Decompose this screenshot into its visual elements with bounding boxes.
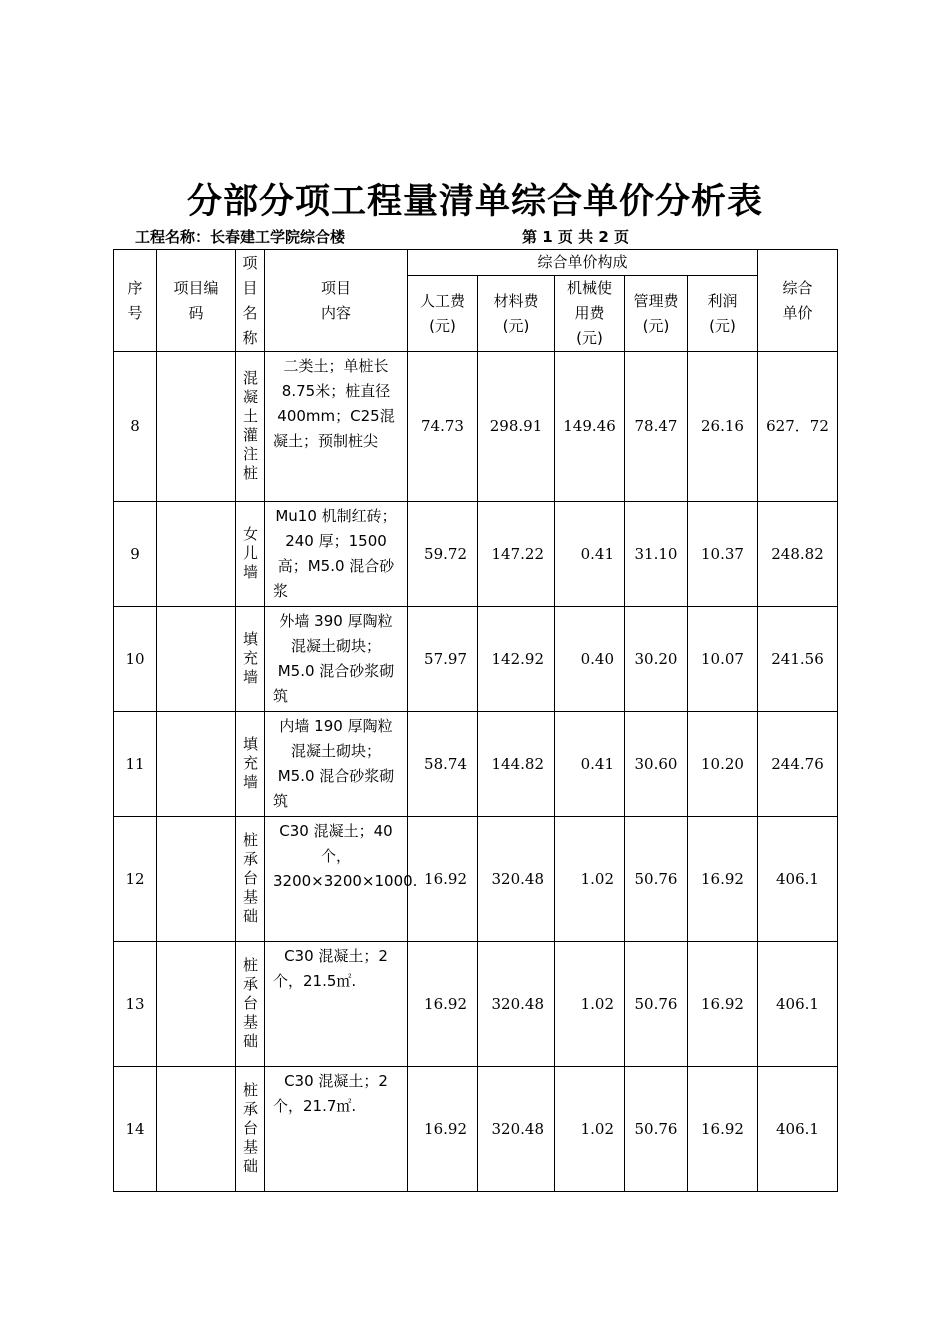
cell-profit: 16.92 <box>688 1067 758 1192</box>
cell-seq: 8 <box>114 352 157 502</box>
cell-code <box>157 942 236 1067</box>
cell-material: 320.48 <box>478 817 555 942</box>
cell-name: 填充墙 <box>236 607 265 712</box>
header-machine: 机械使用费(元) <box>555 276 625 352</box>
cell-machine: 1.02 <box>555 942 625 1067</box>
cell-unit-price: 244.76 <box>758 712 838 817</box>
cell-content: C30 混凝土；40 个，3200×3200×1000. <box>265 817 408 942</box>
cell-machine: 0.41 <box>555 712 625 817</box>
cell-machine: 0.41 <box>555 502 625 607</box>
cell-profit: 10.37 <box>688 502 758 607</box>
cell-profit: 26.16 <box>688 352 758 502</box>
cell-labor: 59.72 <box>408 502 478 607</box>
cell-name: 桩承台基础 <box>236 1067 265 1192</box>
cell-seq: 11 <box>114 712 157 817</box>
cell-name: 桩承台基础 <box>236 817 265 942</box>
cell-code <box>157 607 236 712</box>
cell-seq: 10 <box>114 607 157 712</box>
cell-machine: 1.02 <box>555 1067 625 1192</box>
cell-code <box>157 712 236 817</box>
cell-material: 142.92 <box>478 607 555 712</box>
cell-machine: 0.40 <box>555 607 625 712</box>
cell-unit-price: 406.1 <box>758 1067 838 1192</box>
cell-management: 50.76 <box>625 1067 688 1192</box>
cell-labor: 16.92 <box>408 817 478 942</box>
cell-material: 298.91 <box>478 352 555 502</box>
header-composition: 综合单价构成 <box>408 250 758 276</box>
header-profit: 利润(元) <box>688 276 758 352</box>
header-content: 项目内容 <box>265 250 408 352</box>
header-material: 材料费(元) <box>478 276 555 352</box>
cell-name: 桩承台基础 <box>236 942 265 1067</box>
table-row <box>114 712 838 817</box>
cell-profit: 16.92 <box>688 942 758 1067</box>
header-unit-price: 综合单价 <box>758 250 838 352</box>
cell-code <box>157 352 236 502</box>
cell-material: 147.22 <box>478 502 555 607</box>
cell-material: 320.48 <box>478 942 555 1067</box>
cell-labor: 16.92 <box>408 942 478 1067</box>
cell-seq: 13 <box>114 942 157 1067</box>
page-title: 分部分项工程量清单综合单价分析表 <box>186 182 763 222</box>
cell-seq: 14 <box>114 1067 157 1192</box>
cell-code <box>157 817 236 942</box>
header-seq: 序号 <box>114 250 157 352</box>
cell-labor: 16.92 <box>408 1067 478 1192</box>
cell-seq: 12 <box>114 817 157 942</box>
cell-profit: 10.07 <box>688 607 758 712</box>
cell-labor: 58.74 <box>408 712 478 817</box>
table-row <box>114 942 838 1067</box>
cell-content: 二类土；单桩长8.75米；桩直径400mm；C25混凝土；预制桩尖 <box>265 352 408 502</box>
cell-code <box>157 502 236 607</box>
cell-management: 50.76 <box>625 942 688 1067</box>
cell-content: 外墙 390 厚陶粒混凝土砌块；M5.0 混合砂浆砌筑 <box>265 607 408 712</box>
cell-unit-price: 406.1 <box>758 817 838 942</box>
cell-management: 31.10 <box>625 502 688 607</box>
cell-management: 50.76 <box>625 817 688 942</box>
cell-content: C30 混凝土；2 个，21.5㎡. <box>265 942 408 1067</box>
header-code: 项目编码 <box>157 250 236 352</box>
cell-labor: 74.73 <box>408 352 478 502</box>
project-name: 工程名称：长春建工学院综合楼 <box>135 228 346 246</box>
header-row-1 <box>114 250 838 276</box>
cell-machine: 1.02 <box>555 817 625 942</box>
cell-unit-price: 248.82 <box>758 502 838 607</box>
page-indicator: 第 1 页 共 2 页 <box>522 228 629 246</box>
cell-content: Mu10 机制红砖；240 厚；1500 高；M5.0 混合砂浆 <box>265 502 408 607</box>
cell-seq: 9 <box>114 502 157 607</box>
cell-name: 填充墙 <box>236 712 265 817</box>
cell-content: 内墙 190 厚陶粒混凝土砌块；M5.0 混合砂浆砌筑 <box>265 712 408 817</box>
header-labor: 人工费(元) <box>408 276 478 352</box>
header-name: 项目名称 <box>236 250 265 352</box>
cell-code <box>157 1067 236 1192</box>
cell-management: 30.60 <box>625 712 688 817</box>
cell-profit: 16.92 <box>688 817 758 942</box>
cell-name: 混凝土灌注桩 <box>236 352 265 502</box>
cell-unit-price: 406.1 <box>758 942 838 1067</box>
table-row <box>114 1067 838 1192</box>
table-row <box>114 352 838 502</box>
table-row <box>114 502 838 607</box>
cell-unit-price: 241.56 <box>758 607 838 712</box>
table-row <box>114 607 838 712</box>
table-row <box>114 817 838 942</box>
cell-machine: 149.46 <box>555 352 625 502</box>
cell-management: 30.20 <box>625 607 688 712</box>
cell-content: C30 混凝土；2 个，21.7㎡. <box>265 1067 408 1192</box>
cell-profit: 10.20 <box>688 712 758 817</box>
cell-management: 78.47 <box>625 352 688 502</box>
analysis-table <box>113 249 838 1192</box>
cell-name: 女儿墙 <box>236 502 265 607</box>
cell-labor: 57.97 <box>408 607 478 712</box>
cell-material: 320.48 <box>478 1067 555 1192</box>
cell-unit-price: 627．72 <box>758 352 838 502</box>
cell-material: 144.82 <box>478 712 555 817</box>
header-management: 管理费(元) <box>625 276 688 352</box>
